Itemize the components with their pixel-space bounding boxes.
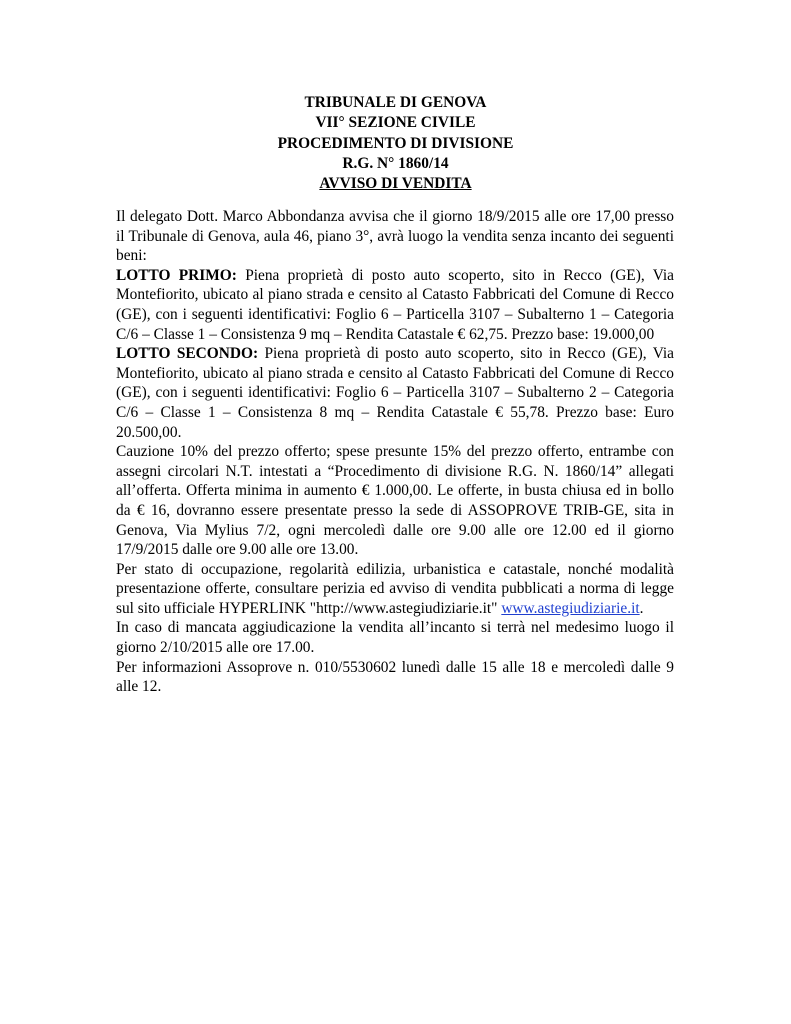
document-header bbox=[0, 93, 791, 194]
lot-one-text: Piena proprietà di posto auto scoperto, sito in Recco (GE), Via Montefiorito, ubicato al piano strada e censito al Catasto Fabbricati del Comune di Recco (GE), con i seguenti identificativi: Foglio 6 – Particella 3107 – Subalterno 1 – Categoria C/6 – Classe 1 – Consistenza 9 mq – Rendita Catastale € 62,75. Prezzo base: 19.000,00 bbox=[116, 266, 675, 343]
case-number: R.G. N° 1860/14 bbox=[342, 154, 449, 172]
notice-title: AVVISO DI VENDITA bbox=[319, 175, 472, 193]
lot-two-paragraph bbox=[116, 344, 674, 442]
lot-two-label: LOTTO SECONDO: bbox=[116, 345, 259, 363]
lot-one-paragraph bbox=[116, 266, 674, 344]
deposit-paragraph: Cauzione 10% del prezzo offerto; spese presunte 15% del prezzo offerto, entrambe con assegni circolari N.T. intestati a “Procedimento di divisione R.G. N. 1860/14” allegati all’offerta. Offerta minima in aumento € 1.000,00. Le offerte, in busta chiusa ed in bollo da € 16, dovranno essere presentate presso la sede di ASSOPROVE TRIB-GE, sita in Genova, Via Mylius 7/2, ogni mercoledì dalle ore 9.00 alle ore 12.00 ed il giorno 17/9/2015 dalle ore 9.00 alle ore 13.00. bbox=[116, 443, 674, 559]
unsold-paragraph: In caso di mancata aggiudicazione la vendita all’incanto si terrà nel medesimo luogo il giorno 2/10/2015 alle ore 17.00. bbox=[116, 619, 674, 657]
intro-paragraph: Il delegato Dott. Marco Abbondanza avvisa che il giorno 18/9/2015 alle ore 17,00 presso il Tribunale di Genova, aula 46, piano 3°, avrà luogo la vendita senza incanto dei seguenti beni: bbox=[116, 208, 674, 265]
lot-two-text: Piena proprietà di posto auto scoperto, sito in Recco (GE), Via Montefiorito, ubicato al piano strada e censito al Catasto Fabbricati del Comune di Recco (GE), con i seguenti identificativi: Foglio 6 – Particella 3107 – Subalterno 2 – Categoria C/6 – Classe 1 – Consistenza 8 mq – Rendita Catastale € 55,78. Prezzo base: Euro 20.500,00. bbox=[116, 345, 675, 441]
procedure-type: PROCEDIMENTO DI DIVISIONE bbox=[277, 134, 514, 152]
court-name: TRIBUNALE DI GENOVA bbox=[304, 94, 487, 111]
document-body bbox=[116, 207, 674, 697]
court-section: VII° SEZIONE CIVILE bbox=[315, 114, 476, 132]
info-paragraph: Per informazioni Assoprove n. 010/5530602 lunedì dalle 15 alle 18 e mercoledì dalle 9 alle 12. bbox=[116, 658, 674, 696]
appraisal-text-end: . bbox=[639, 599, 644, 617]
website-link[interactable]: www.astegiudiziarie.it bbox=[501, 599, 640, 617]
appraisal-paragraph bbox=[116, 560, 674, 619]
appraisal-text: Per stato di occupazione, regolarità edilizia, urbanistica e catastale, nonché modalità presentazione offerte, consultare perizia ed avviso di vendita pubblicati a norma di legge sul sito ufficiale HYPERLINK "http://www.astegiudiziarie.it" bbox=[116, 560, 674, 617]
lot-one-label: LOTTO PRIMO: bbox=[116, 266, 237, 284]
